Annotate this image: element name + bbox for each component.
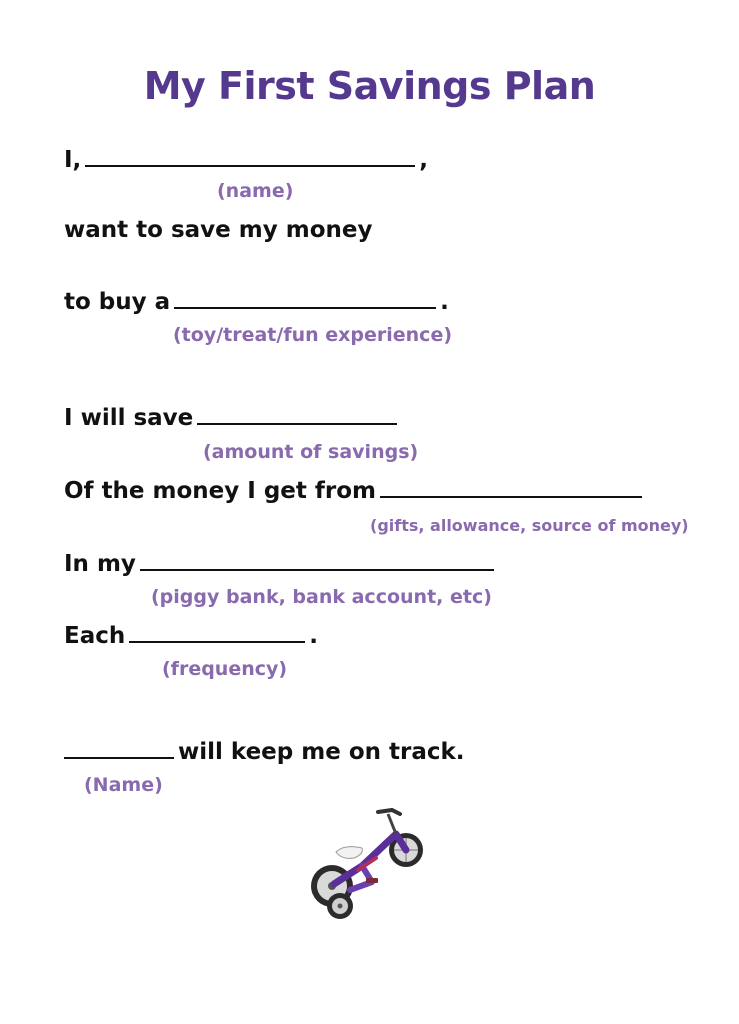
line-buy <box>64 288 449 316</box>
line-in-my-prefix: In my <box>64 551 136 577</box>
buy-blank[interactable] <box>174 289 436 309</box>
line-name <box>64 146 428 174</box>
line-money-source-prefix: Of the money I get from <box>64 478 377 504</box>
line-name-prefix: I, <box>64 147 82 173</box>
line-in-my <box>64 550 498 578</box>
rear-wheel-small <box>327 893 353 919</box>
line-save-amount <box>64 404 401 432</box>
amount-hint: (amount of savings) <box>203 441 419 463</box>
accountability-name-blank[interactable] <box>64 739 174 759</box>
frequency-blank[interactable] <box>129 623 305 643</box>
line-buy-suffix: . <box>440 289 449 315</box>
buy-hint: (toy/treat/fun experience) <box>173 324 453 346</box>
source-hint: (gifts, allowance, source of money) <box>370 516 689 535</box>
handlebar <box>378 810 400 834</box>
seat <box>336 847 362 859</box>
line-buy-prefix: to buy a <box>64 289 171 315</box>
storage-hint: (piggy bank, bank account, etc) <box>151 586 492 608</box>
line-each-prefix: Each <box>64 623 126 649</box>
amount-blank[interactable] <box>197 405 397 425</box>
tricycle-illustration <box>300 804 430 922</box>
page-title: My First Savings Plan <box>143 64 596 108</box>
accountability-name-hint: (Name) <box>84 774 163 796</box>
name-blank[interactable] <box>85 147 415 167</box>
line-save-amount-prefix: I will save <box>64 405 194 431</box>
line-each-suffix: . <box>309 623 318 649</box>
frequency-hint: (frequency) <box>162 658 288 680</box>
source-blank[interactable] <box>380 478 642 498</box>
storage-blank[interactable] <box>140 551 494 571</box>
pedal <box>366 878 378 883</box>
line-save-money: want to save my money <box>64 217 373 243</box>
line-each <box>64 622 318 650</box>
name-hint: (name) <box>217 180 294 202</box>
line-name-suffix: , <box>419 147 429 173</box>
line-keep-on-track-suffix: will keep me on track. <box>178 739 465 765</box>
line-keep-on-track <box>64 738 465 766</box>
line-money-source <box>64 477 646 505</box>
